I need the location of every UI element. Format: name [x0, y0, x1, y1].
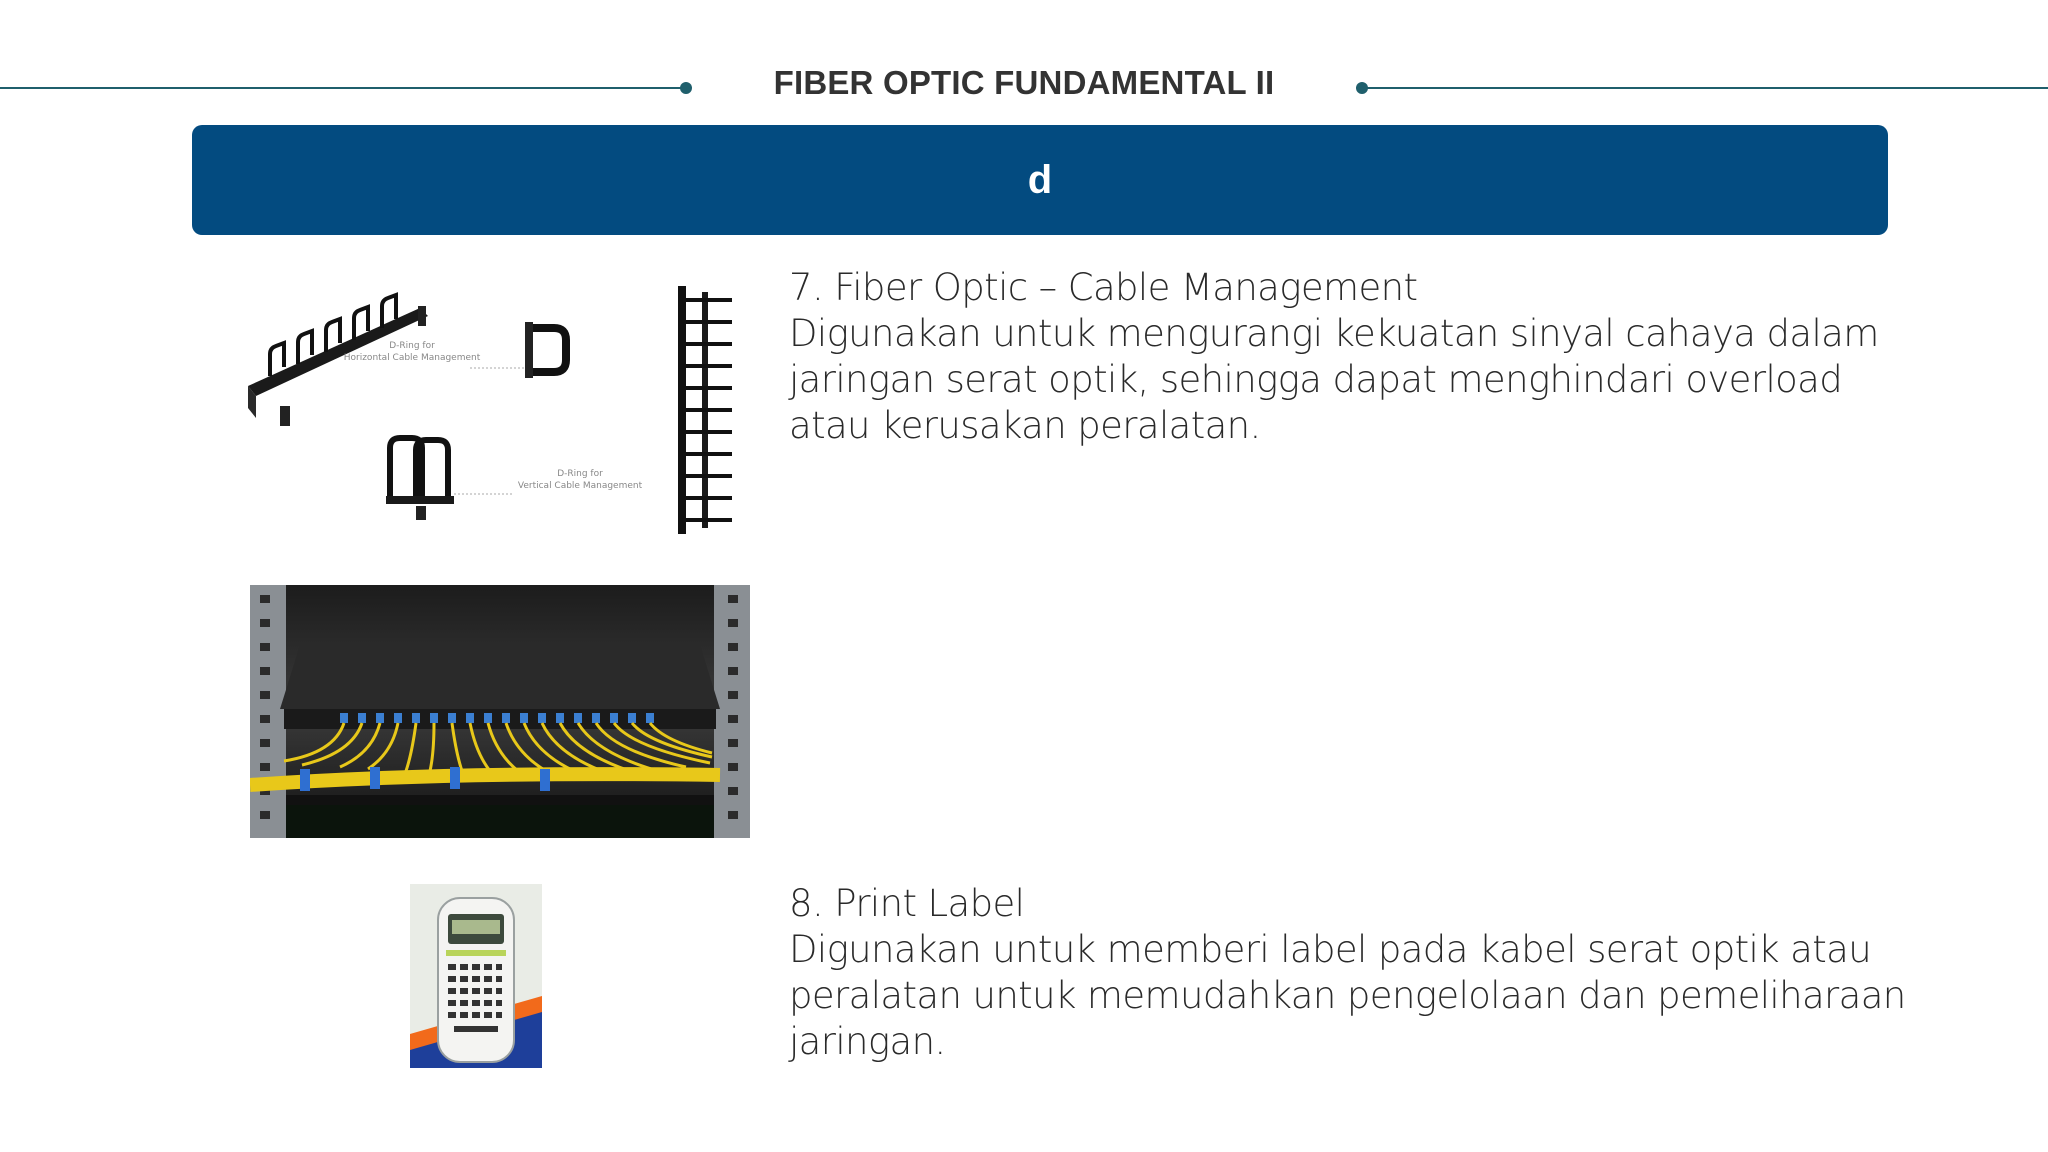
- caption-vertical-2: Vertical Cable Management: [517, 481, 643, 491]
- header-rule-right: [1362, 87, 2048, 89]
- caption-vertical-1: D-Ring for: [557, 469, 603, 479]
- item-heading: 7. Fiber Optic – Cable Management: [789, 266, 1418, 309]
- banner-label: d: [1027, 157, 1053, 202]
- page-title: FIBER OPTIC FUNDAMENTAL II: [773, 64, 1275, 101]
- item-description: Digunakan untuk memberi label pada kabel serat optik atau peralatan untuk memudahkan pengelolaan dan pemeliharaan jaringan.: [789, 928, 1906, 1063]
- item-print-label: [789, 881, 1919, 1065]
- vertical-d-rings: [386, 438, 454, 520]
- d-ring-cable-management-image: [240, 278, 740, 538]
- caption-horizontal-1: D-Ring for: [389, 341, 435, 351]
- section-banner: [192, 125, 1888, 235]
- item-description: Digunakan untuk mengurangi kekuatan sinyal cahaya dalam jaringan serat optik, sehingga dapat menghindari overload atau kerusakan peralatan.: [789, 312, 1879, 447]
- vertical-cable-ladder: [678, 286, 732, 534]
- item-heading: 8. Print Label: [789, 882, 1025, 925]
- item-cable-management: [789, 265, 1919, 449]
- caption-horizontal-2: Horizontal Cable Management: [343, 353, 481, 363]
- label-printer-image: [410, 884, 542, 1068]
- rack-fiber-enclosure-image: [250, 585, 750, 838]
- small-d-ring: [525, 322, 566, 378]
